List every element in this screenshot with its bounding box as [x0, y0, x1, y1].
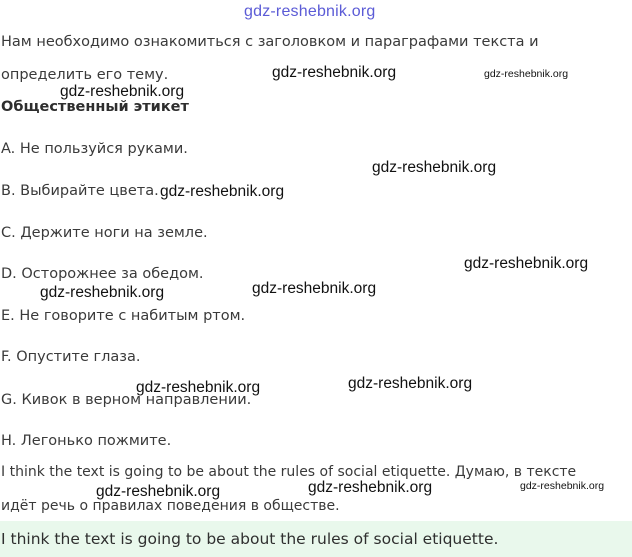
list-item: A. Не пользуйся руками.: [1, 141, 188, 157]
watermark: gdz-reshebnik.org: [96, 483, 221, 500]
text-heading: Общественный этикет: [1, 99, 189, 115]
watermark: gdz-reshebnik.org: [372, 159, 497, 176]
explanation-line-1: I think the text is going to be about the rules of social etiquette. Думаю, в тексте: [1, 464, 577, 480]
list-item: D. Осторожнее за обедом.: [1, 266, 204, 282]
watermark: gdz-reshebnik.org: [348, 375, 473, 392]
watermark: gdz-reshebnik.org: [136, 379, 261, 396]
watermark: gdz-reshebnik.org: [272, 64, 397, 81]
watermark: gdz-reshebnik.org: [60, 83, 185, 100]
task-line-1: Нам необходимо ознакомиться с заголовком и параграфами текста и: [1, 34, 539, 50]
task-line-2: определить его тему.: [1, 67, 169, 83]
watermark-top: gdz-reshebnik.org: [244, 3, 376, 20]
watermark: gdz-reshebnik.org: [160, 183, 285, 200]
watermark: gdz-reshebnik.org: [520, 480, 605, 492]
watermark: gdz-reshebnik.org: [40, 284, 165, 301]
list-item: G. Кивок в верном направлении.: [1, 392, 252, 408]
watermark: gdz-reshebnik.org: [252, 280, 377, 297]
answer-text: I think the text is going to be about the rules of social etiquette.: [1, 530, 499, 548]
watermark: gdz-reshebnik.org: [308, 479, 433, 496]
answer-highlight: [0, 521, 632, 557]
watermark: gdz-reshebnik.org: [484, 68, 569, 80]
list-item: F. Опустите глаза.: [1, 349, 141, 365]
explanation-line-2: идёт речь о правилах поведения в обществе.: [1, 498, 340, 514]
watermark: gdz-reshebnik.org: [464, 255, 589, 272]
list-item: E. Не говорите с набитым ртом.: [1, 308, 246, 324]
list-item: B. Выбирайте цвета.: [1, 183, 159, 199]
list-item: C. Держите ноги на земле.: [1, 225, 208, 241]
list-item: H. Легонько пожмите.: [1, 433, 172, 449]
